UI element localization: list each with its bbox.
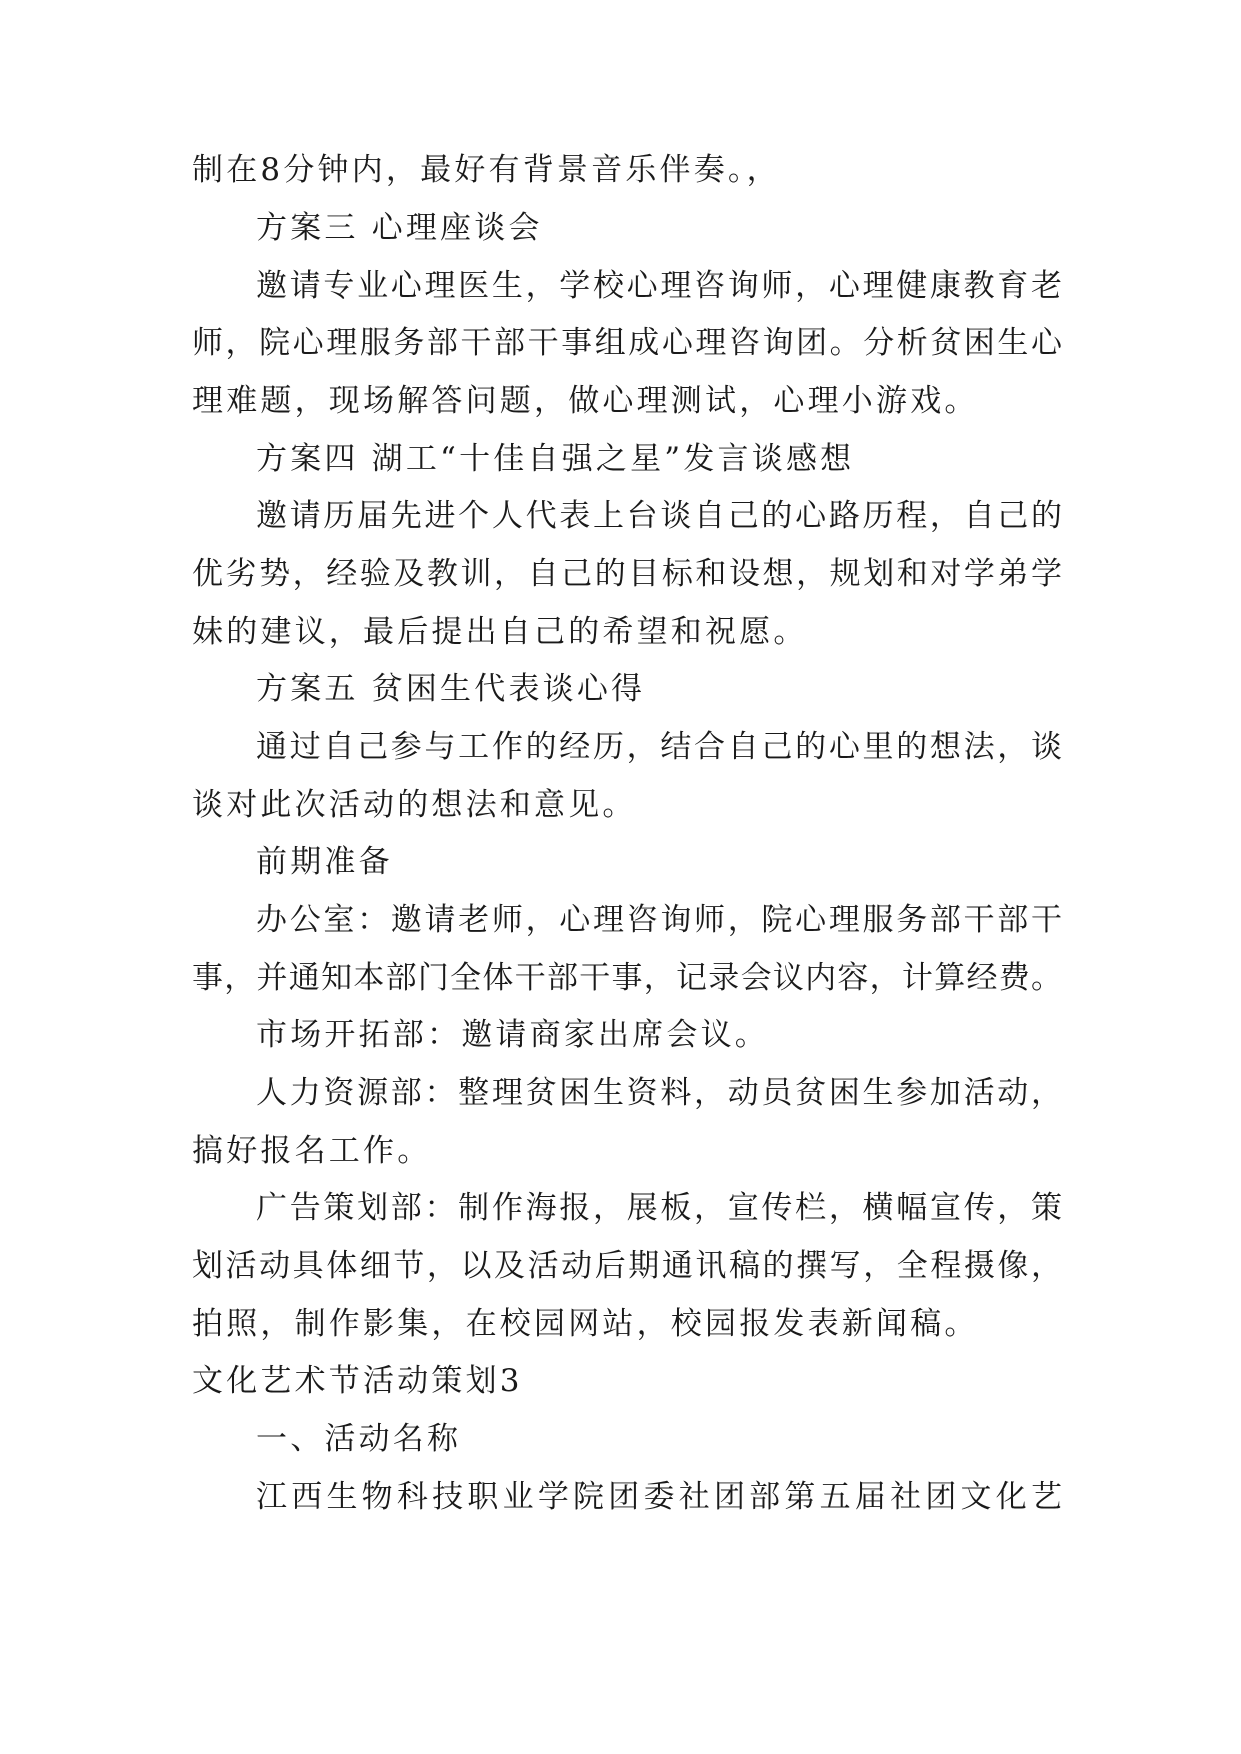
text-line-16: 市场开拓部：邀请商家出席会议。 — [256, 1017, 769, 1053]
text-line-17: 人力资源部：整理贫困生资料，动员贫困生参加活动， — [256, 1075, 1062, 1111]
section-heading-plan-4: 方案四 湖工“十佳自强之星”发言谈感想 — [256, 441, 855, 477]
text-line-12: 谈对此次活动的想法和意见。 — [192, 787, 637, 823]
text-line-11: 通过自己参与工作的经历，结合自己的心里的想法，谈 — [256, 729, 1062, 765]
text-line-24: 江西生物科技职业学院团委社团部第五届社团文化艺 — [256, 1479, 1062, 1515]
section-heading-activity-name: 一、活动名称 — [256, 1421, 462, 1457]
text-line-18: 搞好报名工作。 — [192, 1133, 432, 1169]
text-line-21: 拍照，制作影集，在校园网站，校园报发表新闻稿。 — [192, 1306, 979, 1342]
text-line-9: 妹的建议，最后提出自己的希望和祝愿。 — [192, 614, 808, 650]
text-line-5: 理难题，现场解答问题，做心理测试，心理小游戏。 — [192, 383, 979, 419]
section-heading-plan-3: 方案三 心理座谈会 — [256, 210, 543, 246]
text-line-3: 邀请专业心理医生，学校心理咨询师，心理健康教育老 — [256, 268, 1062, 304]
text-line-20: 划活动具体细节，以及活动后期通讯稿的撰写，全程摄像， — [192, 1248, 1062, 1284]
text-line-7: 邀请历届先进个人代表上台谈自己的心路历程，自己的 — [256, 498, 1062, 534]
text-line-1: 制在8分钟内，最好有背景音乐伴奏。， — [192, 152, 781, 188]
text-line-14: 办公室：邀请老师，心理咨询师，院心理服务部干部干 — [256, 902, 1062, 938]
text-line-19: 广告策划部：制作海报，展板，宣传栏，横幅宣传，策 — [256, 1190, 1062, 1226]
section-heading-plan-5: 方案五 贫困生代表谈心得 — [256, 671, 646, 707]
section-heading-preparation: 前期准备 — [256, 844, 393, 880]
text-line-15: 事，并通知本部门全体干部干事，记录会议内容，计算经费。 — [192, 960, 1062, 996]
text-line-8: 优劣势，经验及教训，自己的目标和设想，规划和对学弟学 — [192, 556, 1062, 592]
text-line-4: 师，院心理服务部干部干事组成心理咨询团。分析贫困生心 — [192, 325, 1062, 361]
document-section-title: 文化艺术节活动策划3 — [192, 1363, 523, 1399]
